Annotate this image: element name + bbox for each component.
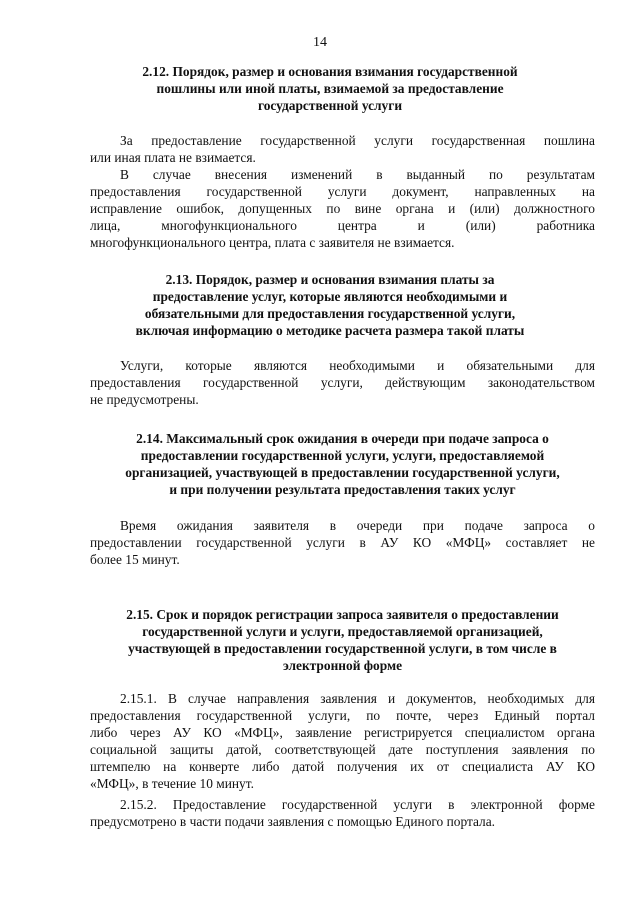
heading-line: государственной услуги <box>257 98 403 113</box>
heading-line: пошлины или иной платы, взимаемой за предоставление <box>156 81 504 96</box>
text-line: предоставления государственной услуги, по почте, через Единый портал <box>90 708 595 723</box>
text-line: исправление ошибок, допущенных по вине органа и (или) должностного <box>90 201 595 216</box>
text-line: штемпелю на конверте либо датой получения их от специалиста АУ КО <box>90 759 595 774</box>
text-line: либо через АУ КО «МФЦ», заявление регистрируется специалистом органа <box>90 725 595 740</box>
text-line: или иная плата не взимается. <box>90 150 256 165</box>
heading-line: 2.15. Срок и порядок регистрации запроса заявителя о предоставлении <box>126 607 559 622</box>
text-line: предоставления государственной услуги документ, направленных на <box>90 184 595 199</box>
heading-line: и при получении результата предоставления таких услуг <box>169 482 516 497</box>
text-line: социальной защиты датой, соответствующей дате поступления заявления по <box>90 742 595 757</box>
text-line: В случае внесения изменений в выданный по результатам <box>120 167 595 182</box>
section-2-15-heading <box>90 606 595 674</box>
page-number: 14 <box>313 35 327 50</box>
heading-line: государственной услуги и услуги, предоставляемой организацией, <box>142 624 543 639</box>
section-2-13-paragraph-1 <box>90 357 595 408</box>
text-line: не предусмотрены. <box>90 392 199 407</box>
heading-line: 2.12. Порядок, размер и основания взимания государственной <box>142 64 518 79</box>
section-2-13-heading <box>110 271 550 339</box>
section-2-14-heading <box>90 430 595 498</box>
text-line: 2.15.1. В случае направления заявления и документов, необходимых для <box>120 691 595 706</box>
section-2-12-paragraph-2 <box>90 166 595 251</box>
heading-line: включая информацию о методике расчета размера такой платы <box>135 323 525 338</box>
text-line: Время ожидания заявителя в очереди при подаче запроса о <box>120 518 595 533</box>
heading-line: электронной форме <box>282 658 403 673</box>
text-line: предусмотрено в части подачи заявления с помощью Единого портала. <box>90 814 496 829</box>
heading-line: предоставлении государственной услуги, услуги, предоставляемой <box>140 448 545 463</box>
text-line: многофункционального центра, плата с заявителя не взимается. <box>90 235 455 250</box>
section-2-15-paragraph-1 <box>90 690 595 792</box>
heading-line: 2.13. Порядок, размер и основания взимания платы за <box>165 272 495 287</box>
section-2-15-paragraph-2 <box>90 796 595 830</box>
text-line: лица, многофункционального центра и (или) работника <box>90 218 595 233</box>
section-2-14-paragraph-1 <box>90 517 595 568</box>
section-2-12-heading <box>120 63 540 114</box>
text-line: предоставлении государственной услуги в АУ КО «МФЦ» составляет не <box>90 535 595 550</box>
heading-line: участвующей в предоставлении государственной услуги, в том числе в <box>128 641 557 656</box>
section-2-12-paragraph-1 <box>90 132 595 166</box>
text-line: «МФЦ», в течение 10 минут. <box>90 776 254 791</box>
heading-line: организацией, участвующей в предоставлении государственной услуги, <box>125 465 560 480</box>
heading-line: предоставление услуг, которые являются необходимыми и <box>152 289 508 304</box>
text-line: предоставления государственной услуги, действующим законодательством <box>90 375 595 390</box>
text-line: Услуги, которые являются необходимыми и обязательными для <box>120 358 595 373</box>
heading-line: обязательными для предоставления государственной услуги, <box>144 306 516 321</box>
heading-line: 2.14. Максимальный срок ожидания в очереди при подаче запроса о <box>136 431 549 446</box>
text-line: За предоставление государственной услуги государственная пошлина <box>120 133 595 148</box>
text-line: более 15 минут. <box>90 552 180 567</box>
text-line: 2.15.2. Предоставление государственной услуги в электронной форме <box>120 797 595 812</box>
